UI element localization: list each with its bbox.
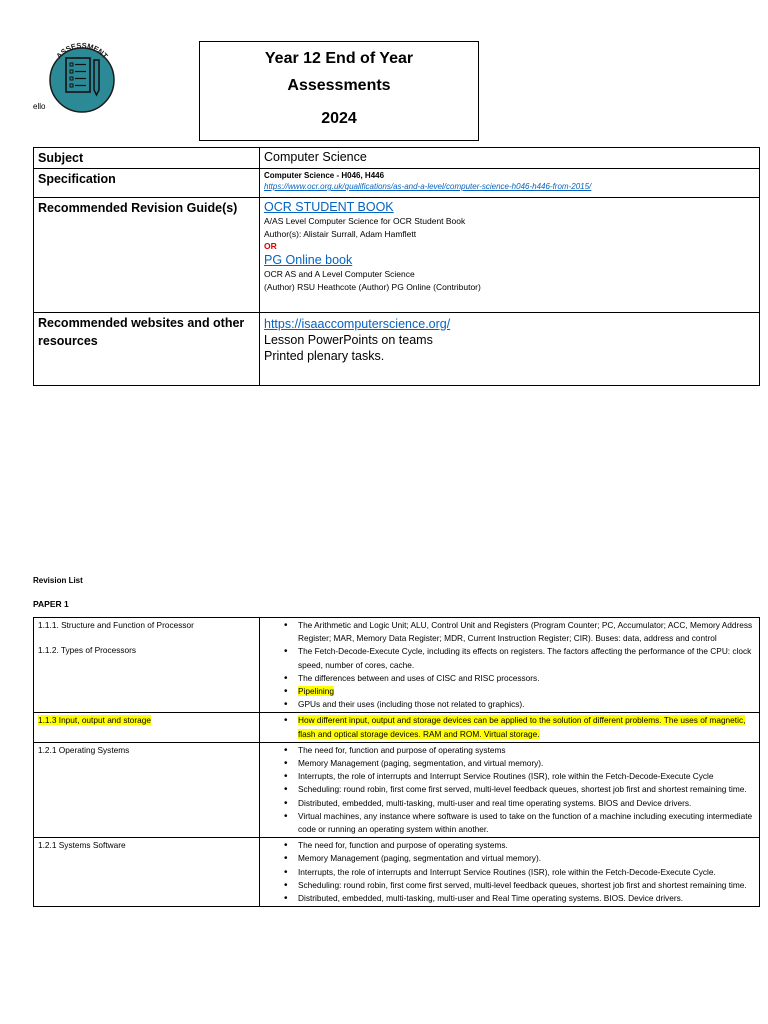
isaac-cs-link[interactable]: https://isaaccomputerscience.org/ — [264, 317, 451, 331]
revision-guide-row — [34, 198, 760, 313]
guide1-title: A/AS Level Computer Science for OCR Student Book — [264, 216, 466, 226]
content-bullet: • Distributed, embedded, multi-tasking, multi-user and Real Time operating systems. BIOS. Device drivers. — [298, 892, 755, 905]
content-bullet: • Pipelining — [298, 685, 755, 698]
content-bullet: • Distributed, embedded, multi-tasking, multi-user and real time operating systems. BIOS and Device drivers. — [298, 797, 755, 810]
specification-label: Specification — [34, 169, 260, 198]
revision-row — [34, 713, 760, 742]
content-bullet: • The Arithmetic and Logic Unit; ALU, Control Unit and Registers (Program Counter; PC, Accumulator; ACC, Memory Address Register; MAR, Memory Data Register; MDR, Current Instruction Register; CIR). Buses: data, address and control — [298, 619, 755, 645]
content-bullet: • GPUs and their uses (including those not related to graphics). — [298, 698, 755, 711]
content-bullet: • The differences between and uses of CISC and RISC processors. — [298, 672, 755, 685]
content-cell — [260, 742, 760, 837]
revision-row — [34, 618, 760, 713]
topic-cell — [34, 713, 260, 742]
title-line-1: Year 12 End of Year — [264, 50, 414, 67]
revision-guide-label: Recommended Revision Guide(s) — [34, 198, 260, 313]
content-cell — [260, 618, 760, 713]
pg-online-book-link[interactable]: PG Online book — [264, 253, 353, 267]
content-bullet: • The need for, function and purpose of operating systems. — [298, 839, 755, 852]
content-cell — [260, 713, 760, 742]
resource-plenary: Printed plenary tasks. — [264, 349, 385, 363]
content-bullet: • The need for, function and purpose of operating systems — [298, 744, 755, 757]
content-bullet: • Interrupts, the role of interrupts and Interrupt Service Routines (ISR), role within the Fetch-Decode-Execute Cycle. — [298, 866, 755, 879]
revision-table — [33, 617, 760, 907]
content-cell — [260, 838, 760, 907]
assessment-logo — [44, 38, 120, 114]
subject-label: Subject — [34, 148, 260, 169]
title-line-2: Assessments — [287, 77, 391, 94]
topic-label: 1.1.2. Types of Processors — [38, 645, 137, 656]
subject-value: Computer Science — [260, 148, 760, 169]
page-title — [199, 41, 479, 141]
topic-cell — [34, 618, 260, 713]
or-separator: OR — [264, 241, 277, 251]
revision-row — [34, 742, 760, 837]
title-year: 2024 — [321, 110, 357, 127]
content-bullet: • The Fetch-Decode-Execute Cycle, including its effects on registers. The factors affecting the performance of the CPU: clock speed, number of cores, cache. — [298, 645, 755, 671]
content-bullet: • Memory Management (paging, segmentation, and virtual memory). — [298, 757, 755, 770]
content-bullet: • Scheduling: round robin, first come first served, multi-level feedback queues, shortest job first and shortest remaining time. — [298, 879, 755, 892]
revision-row — [34, 838, 760, 907]
spec-code: Computer Science - H046, H446 — [264, 171, 385, 180]
subject-row — [34, 148, 760, 169]
resource-powerpoints: Lesson PowerPoints on teams — [264, 333, 433, 347]
course-info-table — [33, 147, 760, 386]
guide2-authors: (Author) RSU Heathcote (Author) PG Online (Contributor) — [264, 281, 481, 292]
specification-row — [34, 169, 760, 198]
guide2-title: OCR AS and A Level Computer Science — [264, 269, 415, 279]
paper-heading: PAPER 1 — [33, 599, 69, 609]
websites-row — [34, 313, 760, 386]
websites-label: Recommended websites and other resources — [34, 313, 260, 386]
topic-label: 1.2.1 Operating Systems — [38, 744, 130, 755]
logo-caption: ello — [33, 102, 46, 111]
topic-label: 1.2.1 Systems Software — [38, 840, 126, 851]
spec-url-link[interactable]: https://www.ocr.org.uk/qualifications/as-and-a-level/computer-science-h046-h446-from-2015/ — [264, 182, 592, 191]
content-bullet: • How different input, output and storage devices can be applied to the solution of different problems. The uses of magnetic, flash and optical storage devices. RAM and ROM. Virtual storage. — [298, 714, 755, 740]
logo-arc-text: ASSESSMENT — [54, 40, 110, 61]
content-bullet: • Memory Management (paging, segmentation and virtual memory). — [298, 852, 755, 865]
topic-cell — [34, 742, 260, 837]
content-bullet: • Interrupts, the role of interrupts and Interrupt Service Routines (ISR), role within the Fetch-Decode-Execute Cycle — [298, 770, 755, 783]
ocr-student-book-link[interactable]: OCR STUDENT BOOK — [264, 200, 394, 214]
guide1-authors: Author(s): Alistair Surrall, Adam Hamflett — [264, 228, 417, 239]
topic-cell — [34, 838, 260, 907]
revision-list-title: Revision List — [33, 576, 83, 585]
content-bullet: • Scheduling: round robin, first come first served, multi-level feedback queues, shortest job first and shortest remaining time. — [298, 783, 755, 796]
checklist-pencil-icon — [44, 38, 120, 114]
topic-label: 1.1.1. Structure and Function of Processor — [38, 620, 194, 630]
content-bullet: • Virtual machines, any instance where software is used to take on the function of a machine including executing intermediate code or running an operating system within another. — [298, 810, 755, 836]
topic-label: 1.1.3 Input, output and storage — [38, 715, 152, 726]
